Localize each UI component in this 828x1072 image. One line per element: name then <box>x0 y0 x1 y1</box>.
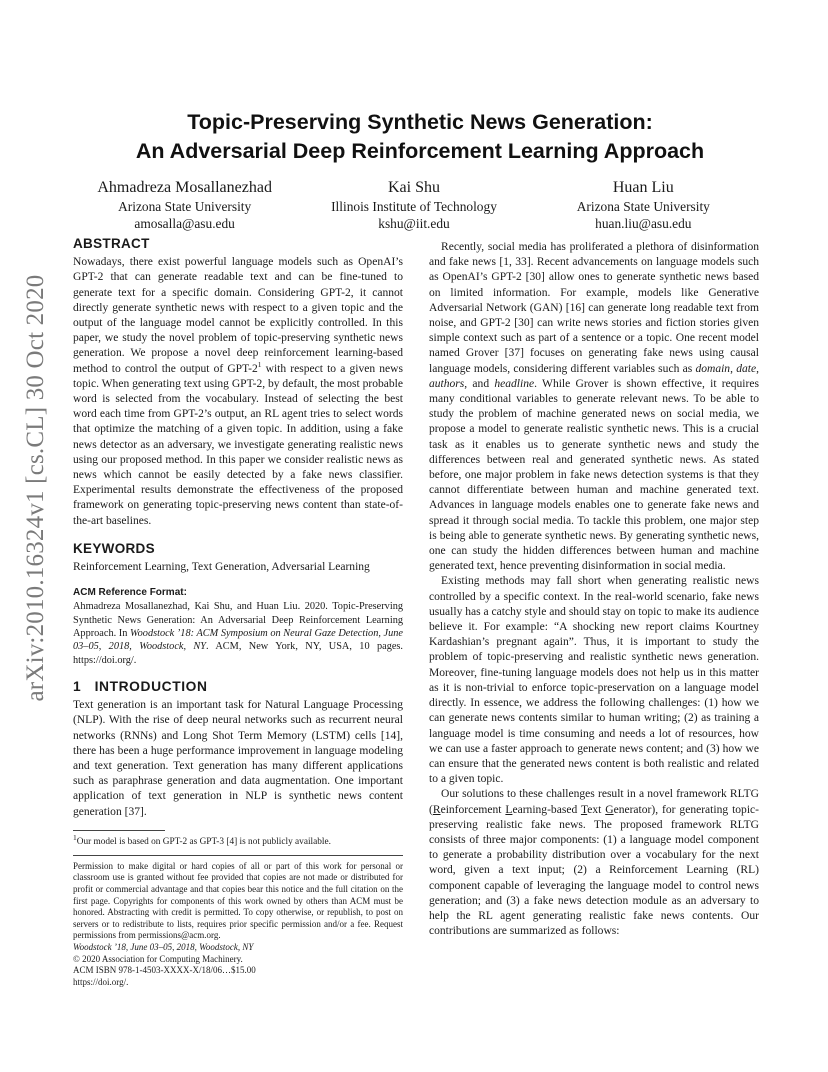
underlined-letter: T <box>580 803 588 816</box>
author-1 <box>70 178 299 232</box>
section-title: INTRODUCTION <box>94 678 208 694</box>
italic-term: domain <box>695 362 731 375</box>
permission-block <box>73 855 403 989</box>
title-line-1: Topic-Preserving Synthetic News Generation: <box>187 110 653 134</box>
footnote-divider <box>73 830 165 831</box>
footnote-mark: 1 <box>73 832 77 842</box>
author-block <box>70 178 758 232</box>
left-column <box>73 236 403 988</box>
author-name: Huan Liu <box>612 179 674 196</box>
author-email[interactable]: amosalla@asu.edu <box>134 216 235 231</box>
acm-reference-label: ACM Reference Format: <box>73 587 187 599</box>
arxiv-identifier[interactable]: arXiv:2010.16324v1 [cs.CL] 30 Oct 2020 <box>22 274 49 702</box>
permission-doi[interactable]: https://doi.org/. <box>73 976 129 987</box>
author-affiliation: Illinois Institute of Technology <box>331 199 497 214</box>
acm-reference-text <box>73 600 403 666</box>
author-affiliation: Arizona State University <box>576 199 710 214</box>
text-span: . While Grover is shown effective, it requires many conditional variables to generate relevant news. To be able to study the problem of machine generated news on social media, we propose a model to generate realistic synthetic news. This is a crucial task as it enables us to generate synthetic news and study the differences between real and generated synthetic news. As stated before, one major problem in fake news detection systems is that they cannot differentiate between human and machine generated text. Advances in language models enables one to generate fake news and spread it through social media. To tackle this problem, one major step is being able to generate synthetic news. By generating synthetic news, one can study the hidden differences between human and machine generated text, hence preventing disinformation in social media. <box>429 377 759 573</box>
arxiv-stamp <box>14 274 58 702</box>
underlined-letter: L <box>505 803 513 816</box>
text-span: Recently, social media has proliferated a plethora of disinformation and fake news [1, 33]. Recent advancements on language models such as OpenAI’s GPT-2 [30] allow ones to generate synthetic news based on limited information. For example, models like Generative Adversarial Network (GAN) [16] can generate long readable text from noise, and GPT-2 [30] can write news stories and fiction stories given simple context such as part of a sentence or a topic. One recent model named Grover [37] focuses on generating fake news using causal language models, considering different variables such as <box>429 241 759 375</box>
text-span: , and <box>464 377 495 390</box>
keywords-text: Reinforcement Learning, Text Generation, Adversarial Learning <box>73 561 370 574</box>
acm-ref-part-2: . ACM, New York, NY, USA, 10 pages. https://doi.org/. <box>73 641 403 666</box>
underlined-letter: R <box>432 803 441 816</box>
underlined-letter: G <box>605 803 614 816</box>
permission-copyright: © 2020 Association for Computing Machinery. <box>73 953 243 964</box>
acm-ref-part-1: Ahmadreza Mosallanezhad, Kai Shu, and Huan Liu. 2020. Topic-Preserving Synthetic News Generation: An Adversarial Deep Reinforcement Learning Approach. In <box>73 601 403 640</box>
venue-text: Woodstock ’18, June 03–05, 2018, Woodstock, NY <box>73 941 254 952</box>
intro-paragraph-2 <box>429 240 759 574</box>
keywords-heading: KEYWORDS <box>73 540 155 556</box>
title-line-2: An Adversarial Deep Reinforcement Learning Approach <box>135 139 705 163</box>
introduction-heading <box>73 679 403 694</box>
author-2 <box>299 178 528 232</box>
author-name: Ahmadreza Mosallanezhad <box>97 179 272 196</box>
abstract-part-2: with respect to a given news topic. When generating text using GPT-2, by default, the most probable word is selected from the vocabulary. Instead of selecting the best word each time from GPT-2’s output, an RL agent tries to select words that optimize the matching of a given topic. In addition, using a fake news detector as an adversary, we investigate generating realistic news using our proposed method. In this paper we consider realistic news as news which cannot be easily detected by a fake news classifier. Experimental results demonstrate the effectiveness of the proposed framework on generating topic-preserving news content than state-of-the-art baselines. <box>73 362 403 527</box>
author-name: Kai Shu <box>387 179 440 196</box>
footnote-text: Our model is based on GPT-2 as GPT-3 [4] is not publicly available. <box>76 836 331 847</box>
paper-title <box>70 108 770 166</box>
abstract-text <box>73 255 403 529</box>
intro-paragraph-4 <box>429 787 759 939</box>
section-number: 1 <box>73 678 82 694</box>
text-span: enerator), for generating topic-preserving realistic fake news. The proposed framework RLTG consists of three major components: (1) a language model component to generate a probability distribution over a vocabulary for the next word, given a text input; (2) a Reinforcement Learning (RL) component capable of leveraging the language model to control news generation; and (3) a fake news detection module as an adversary to help the RL agent generating realistic fake news contents. Our contributions are summarized as follows: <box>429 803 759 938</box>
abstract-heading: ABSTRACT <box>73 236 150 251</box>
text-span: , <box>756 362 759 375</box>
text-span: , <box>730 362 737 375</box>
author-email[interactable]: huan.liu@asu.edu <box>595 216 692 231</box>
intro-paragraph-1: Text generation is an important task for Natural Language Processing (NLP). With the rise of deep neural networks such as recurrent neural networks (RNNs) and Long Shot Term Memory (LSTM) cells [14], there has been a huge performance improvement in language modeling and text generation. Text generation has many different applications such as paraphrase generation and data augmentation. One important application of text generation in NLP is synthetic news content generation [37]. <box>73 699 403 818</box>
text-span: earning-based <box>512 803 581 816</box>
text-span: ext <box>587 803 606 816</box>
text-span: einforcement <box>440 803 506 816</box>
footnote <box>73 832 403 848</box>
right-column <box>429 240 759 939</box>
abstract-part-1: Nowadays, there exist powerful language models such as OpenAI’s GPT-2 that can generate readable text and can be fine-tuned to generate text for a specific domain. Considering GPT-2, it cannot directly generate synthetic news with respect to a given topic and the output of the language model cannot be explicitly controlled. In this paper, we study the novel problem of topic-preserving synthetic news generation. We propose a novel deep reinforcement learning-based method to control the output of GPT-2 <box>73 256 403 375</box>
permission-isbn: ACM ISBN 978-1-4503-XXXX-X/18/06…$15.00 <box>73 965 256 976</box>
author-affiliation: Arizona State University <box>118 199 252 214</box>
acm-ref-venue: Woodstock ’18: ACM Symposium on Neural Gaze Detection, June 03–05, 2018, Woodstock, NY <box>73 628 403 653</box>
italic-term: headline <box>494 377 535 390</box>
footnote-ref[interactable]: 1 <box>257 359 262 369</box>
italic-term: date <box>736 362 757 375</box>
intro-paragraph-3: Existing methods may fall short when generating realistic news controlled by a specific context. In the real-world scenario, fake news usually has a catchy style and should stay on topic to make its audience believe it. For example: “A shocking new report claims Kourtney Kardashian’s pregnant again”. Thus, it is important to study the problem of topic-preserving and realistic synthetic news generation. Moreover, fine-tuning language models does not help us in this matter as it is non-trivial to enforce topic-preservation on a language model directly. In essence, we address the following challenges: (1) how we can generate news contents similar to human writing; (2) as training a language model is time consuming and needs a lot of resources, how we can use a faster approach to generate news content; and (3) how we can ensure that the generated news content is both realistic and related to a given topic. <box>429 575 759 786</box>
author-email[interactable]: kshu@iit.edu <box>378 216 450 231</box>
permission-text: Permission to make digital or hard copies of all or part of this work for personal or classroom use is granted without fee provided that copies are not made or distributed for profit or commercial advantage and that copies bear this notice and the full citation on the first page. Copyrights for components of this work owned by others than ACM must be honored. Abstracting with credit is permitted. To copy otherwise, or republish, to post on servers or to redistribute to lists, requires prior specific permission and/or a fee. Request permissions from permissions@acm.org. <box>73 860 403 941</box>
author-3 <box>529 178 758 232</box>
italic-term: authors <box>429 377 465 390</box>
text-span: Our solutions to these challenges result in a novel framework RLTG ( <box>429 788 759 816</box>
permission-venue <box>73 942 403 954</box>
